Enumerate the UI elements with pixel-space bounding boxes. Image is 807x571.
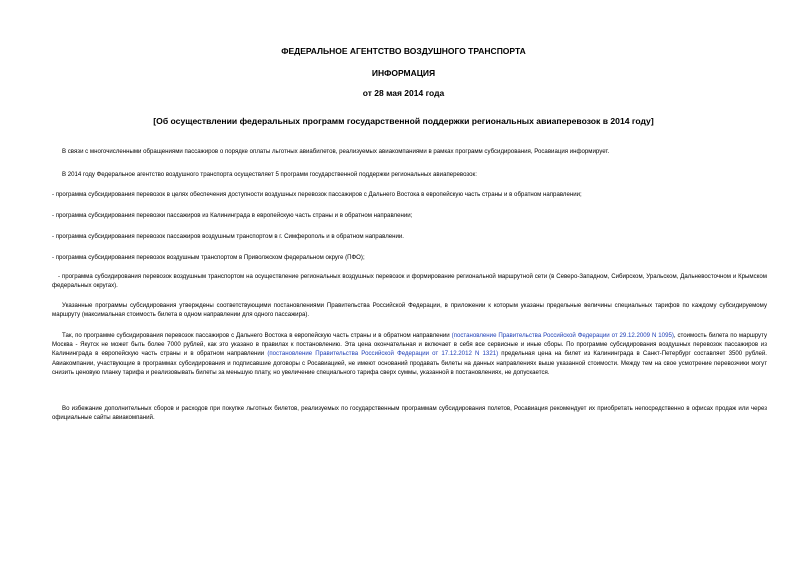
paragraph-prices <box>52 331 767 377</box>
paragraph-programs: В 2014 году Федеральное агентство воздушного транспорта осуществляет 5 программ государственной поддержки региональных авиаперевозок: <box>62 171 477 178</box>
prices-text-3: предельная цена на билет из Калининграда в Санкт-Петербург составляет 3500 рублей. Авиакомпании, участвующие в программах субсидирования и подписавшие договоры с Росавиацией, не имеют оснований продавать билеты на данных направлениях выше указанной стоимости. Между тем на свое усмотрение перевозчики могут снизить ценовую планку тарифа и реализовывать билеты за меньшую плату, но увеличение специального тарифа сверх суммы, указанной в постановлениях, не допускается. <box>52 350 768 376</box>
list-item-far-east: - программа субсидирования перевозок в целях обеспечения доступности воздушных перевозок пассажиров с Дальнего Востока в европейскую часть страны и в обратном направлении; <box>52 191 582 198</box>
paragraph-recommendation: Во избежание дополнительных сборов и расходов при покупке льготных билетов, реализуемых по государственным программам субсидирования полетов, Росавиация рекомендует их приобретать непосредственно в офисах продаж или через официальные сайты авиакомпаний. <box>52 405 767 422</box>
resolution-1321-link[interactable]: (постановление Правительства Российской Федерации от 17.12.2012 N 1321) <box>267 350 499 358</box>
list-item-simferopol: - программа субсидирования перевозок пассажиров воздушным транспортом в г. Симферополь и в обратном направлении. <box>52 233 404 240</box>
list-item-volga: - программа субсидирования перевозок воздушным транспортом в Приволжском федеральном округе (ПФО); <box>52 254 365 261</box>
document-title: [Об осуществлении федеральных программ государственной поддержки региональных авиаперевозок в 2014 году] <box>153 116 654 126</box>
prices-text-1: Так, по программе субсидирования перевозок пассажиров с Дальнего Востока в европейскую часть страны и в обратном направлении <box>62 332 452 339</box>
date-heading: от 28 мая 2014 года <box>362 88 445 98</box>
info-heading: ИНФОРМАЦИЯ <box>371 68 436 78</box>
paragraph-resolutions: Указанные программы субсидирования утверждены соответствующими постановлениями Правительства Российской Федерации, в приложении к которым указаны предельные величины специальных тарифов по каждому субсидируемому маршруту (максимальная стоимость билета в одном направлении для одного пассажира). <box>52 302 767 319</box>
prices-text-2: , стоимость билета по маршруту Москва - Якутск не может быть более 7000 рублей, как это указано в правилах к постановлению. Эта цена окончательная и включает в себя все сервисные и иные сборы. По программе субсидирования воздушных перевозок пассажиров из Калининграда в европейскую часть страны и в обратном направлении <box>52 332 767 358</box>
resolution-1095-link[interactable]: (постановление Правительства Российской Федерации от 29.12.2009 N 1095) <box>451 332 674 339</box>
list-item-regional-network: - программа субсидирования перевозок воздушным транспортом на осуществление региональных воздушных перевозок и формирование региональной маршрутной сети (в Северо-Западном, Сибирском, Уральском, Дальневосточном и Крымском федеральных округах). <box>52 273 767 290</box>
list-item-kaliningrad: - программа субсидирования перевозки пассажиров из Калининграда в европейскую часть страны и в обратном направлении; <box>52 212 413 219</box>
paragraph-intro: В связи с многочисленными обращениями пассажиров о порядке оплаты льготных авиабилетов, реализуемых авиакомпаниями в рамках программ субсидирования, Росавиация информирует. <box>62 148 610 155</box>
agency-heading: ФЕДЕРАЛЬНОЕ АГЕНТСТВО ВОЗДУШНОГО ТРАНСПОРТА <box>281 46 526 56</box>
